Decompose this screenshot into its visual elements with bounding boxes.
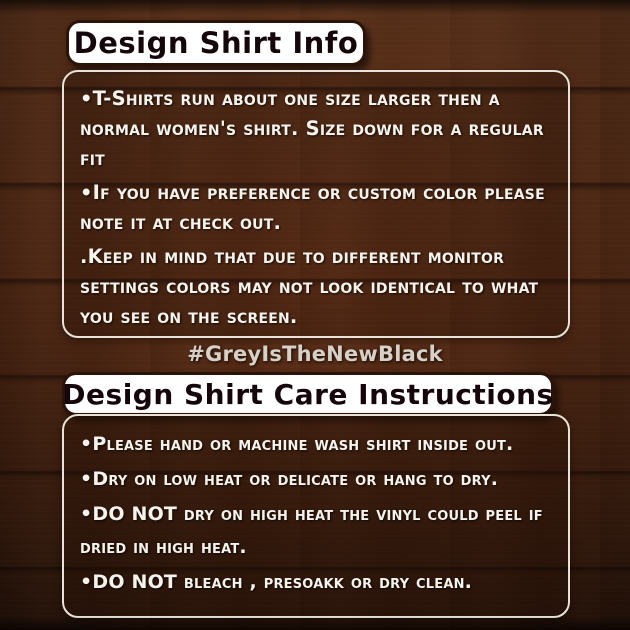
- info-line-2: •If you have preference or custom color please note it at check out.: [80, 181, 545, 234]
- care-line-3: •DO NOT dry on high heat the vinyl could peel if dried in high heat.: [80, 503, 543, 558]
- design-shirt-info-title-plaque: [66, 20, 366, 66]
- top-shadow-edge: [0, 0, 630, 14]
- design-shirt-care-panel: [62, 414, 570, 618]
- care-line-1: •Please hand or machine wash shirt inside out.: [80, 433, 514, 455]
- bottom-shadow-edge: [0, 616, 630, 630]
- info-line-3: .Keep in mind that due to different monitor settings colors may not look identical to what you see on the screen.: [80, 245, 539, 328]
- care-line-4: •DO NOT bleach , presoakk or dry clean.: [80, 571, 473, 593]
- design-shirt-care-title: Design Shirt Care Instructions: [62, 377, 554, 411]
- design-shirt-info-panel: [62, 70, 570, 338]
- design-shirt-care-title-plaque: [62, 372, 554, 416]
- design-shirt-info-title: Design Shirt Info: [73, 26, 359, 60]
- care-line-2: •Dry on low heat or delicate or hang to dry.: [80, 468, 499, 490]
- brand-hashtag: #GreyIsTheNewBlack: [187, 342, 443, 366]
- info-line-1: •T-Shirts run about one size larger then a normal women's shirt. Size down for a regular fit: [80, 87, 544, 170]
